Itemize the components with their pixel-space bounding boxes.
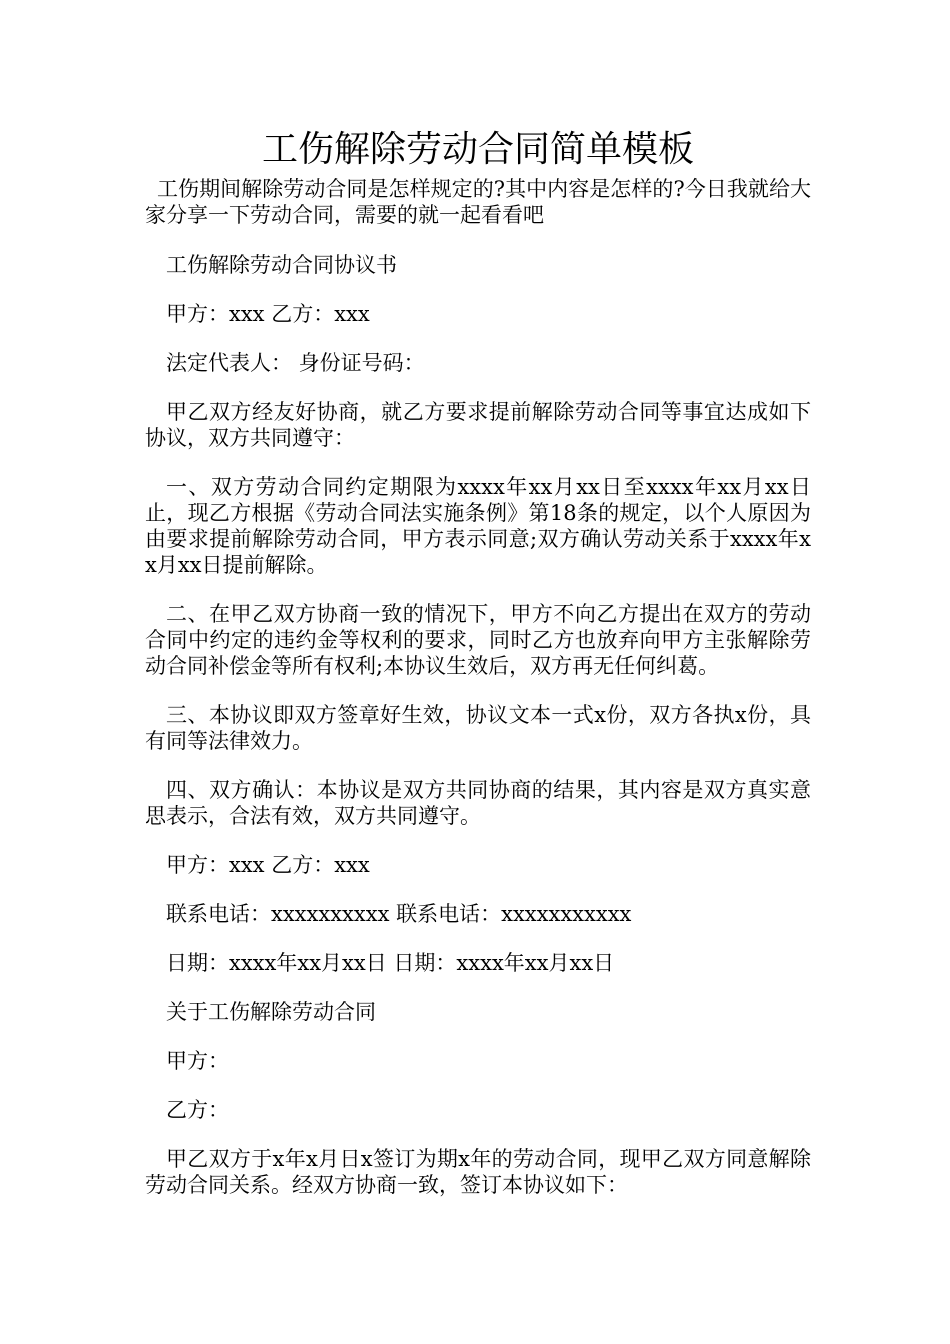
- party-b-line: 乙方：: [166, 1098, 229, 1122]
- party-a-line: 甲方：: [166, 1049, 229, 1073]
- parties-line: 甲方：xxx 乙方：xxx: [166, 302, 370, 326]
- phone-line: 联系电话：xxxxxxxxxx 联系电话：xxxxxxxxxxx: [166, 902, 632, 926]
- date-line: 日期：xxxx年xx月xx日 日期：xxxx年xx月xx日: [166, 951, 615, 975]
- representative-line: 法定代表人： 身份证号码：: [166, 351, 425, 375]
- document-page: [145, 124, 811, 1221]
- document-title: 工伤解除劳动合同简单模板: [261, 129, 694, 170]
- intro-paragraph: 工伤期间解除劳动合同是怎样规定的?其中内容是怎样的?今日我就给大家分享一下劳动合同，需要的就一起看看吧: [145, 177, 811, 227]
- clause-two: 二、在甲乙双方协商一致的情况下，甲方不向乙方提出在双方的劳动合同中约定的违约金等权利的要求，同时乙方也放弃向甲方主张解除劳动合同补偿金等所有权利;本协议生效后，双方再无任何纠葛。: [145, 602, 811, 678]
- second-preamble-paragraph: 甲乙双方于x年x月日x签订为期x年的劳动合同，现甲乙双方同意解除劳动合同关系。经双方协商一致，签订本协议如下：: [145, 1147, 811, 1197]
- agreement-heading: 工伤解除劳动合同协议书: [166, 253, 397, 277]
- clause-one: 一、双方劳动合同约定期限为xxxx年xx月xx日至xxxx年xx月xx日止，现乙方根据《劳动合同法实施条例》第18条的规定，以个人原因为由要求提前解除劳动合同，甲方表示同意;双方确认劳动关系于xxxx年xx月xx日提前解除。: [145, 475, 811, 577]
- clause-four: 四、双方确认：本协议是双方共同协商的结果，其内容是双方真实意思表示，合法有效，双方共同遵守。: [145, 778, 811, 828]
- preamble-paragraph: 甲乙双方经友好协商，就乙方要求提前解除劳动合同等事宜达成如下协议，双方共同遵守：: [145, 400, 811, 450]
- signature-parties-line: 甲方：xxx 乙方：xxx: [166, 853, 370, 877]
- clause-three: 三、本协议即双方签章好生效，协议文本一式x份，双方各执x份，具有同等法律效力。: [145, 703, 811, 753]
- second-section-heading: 关于工伤解除劳动合同: [166, 1000, 376, 1024]
